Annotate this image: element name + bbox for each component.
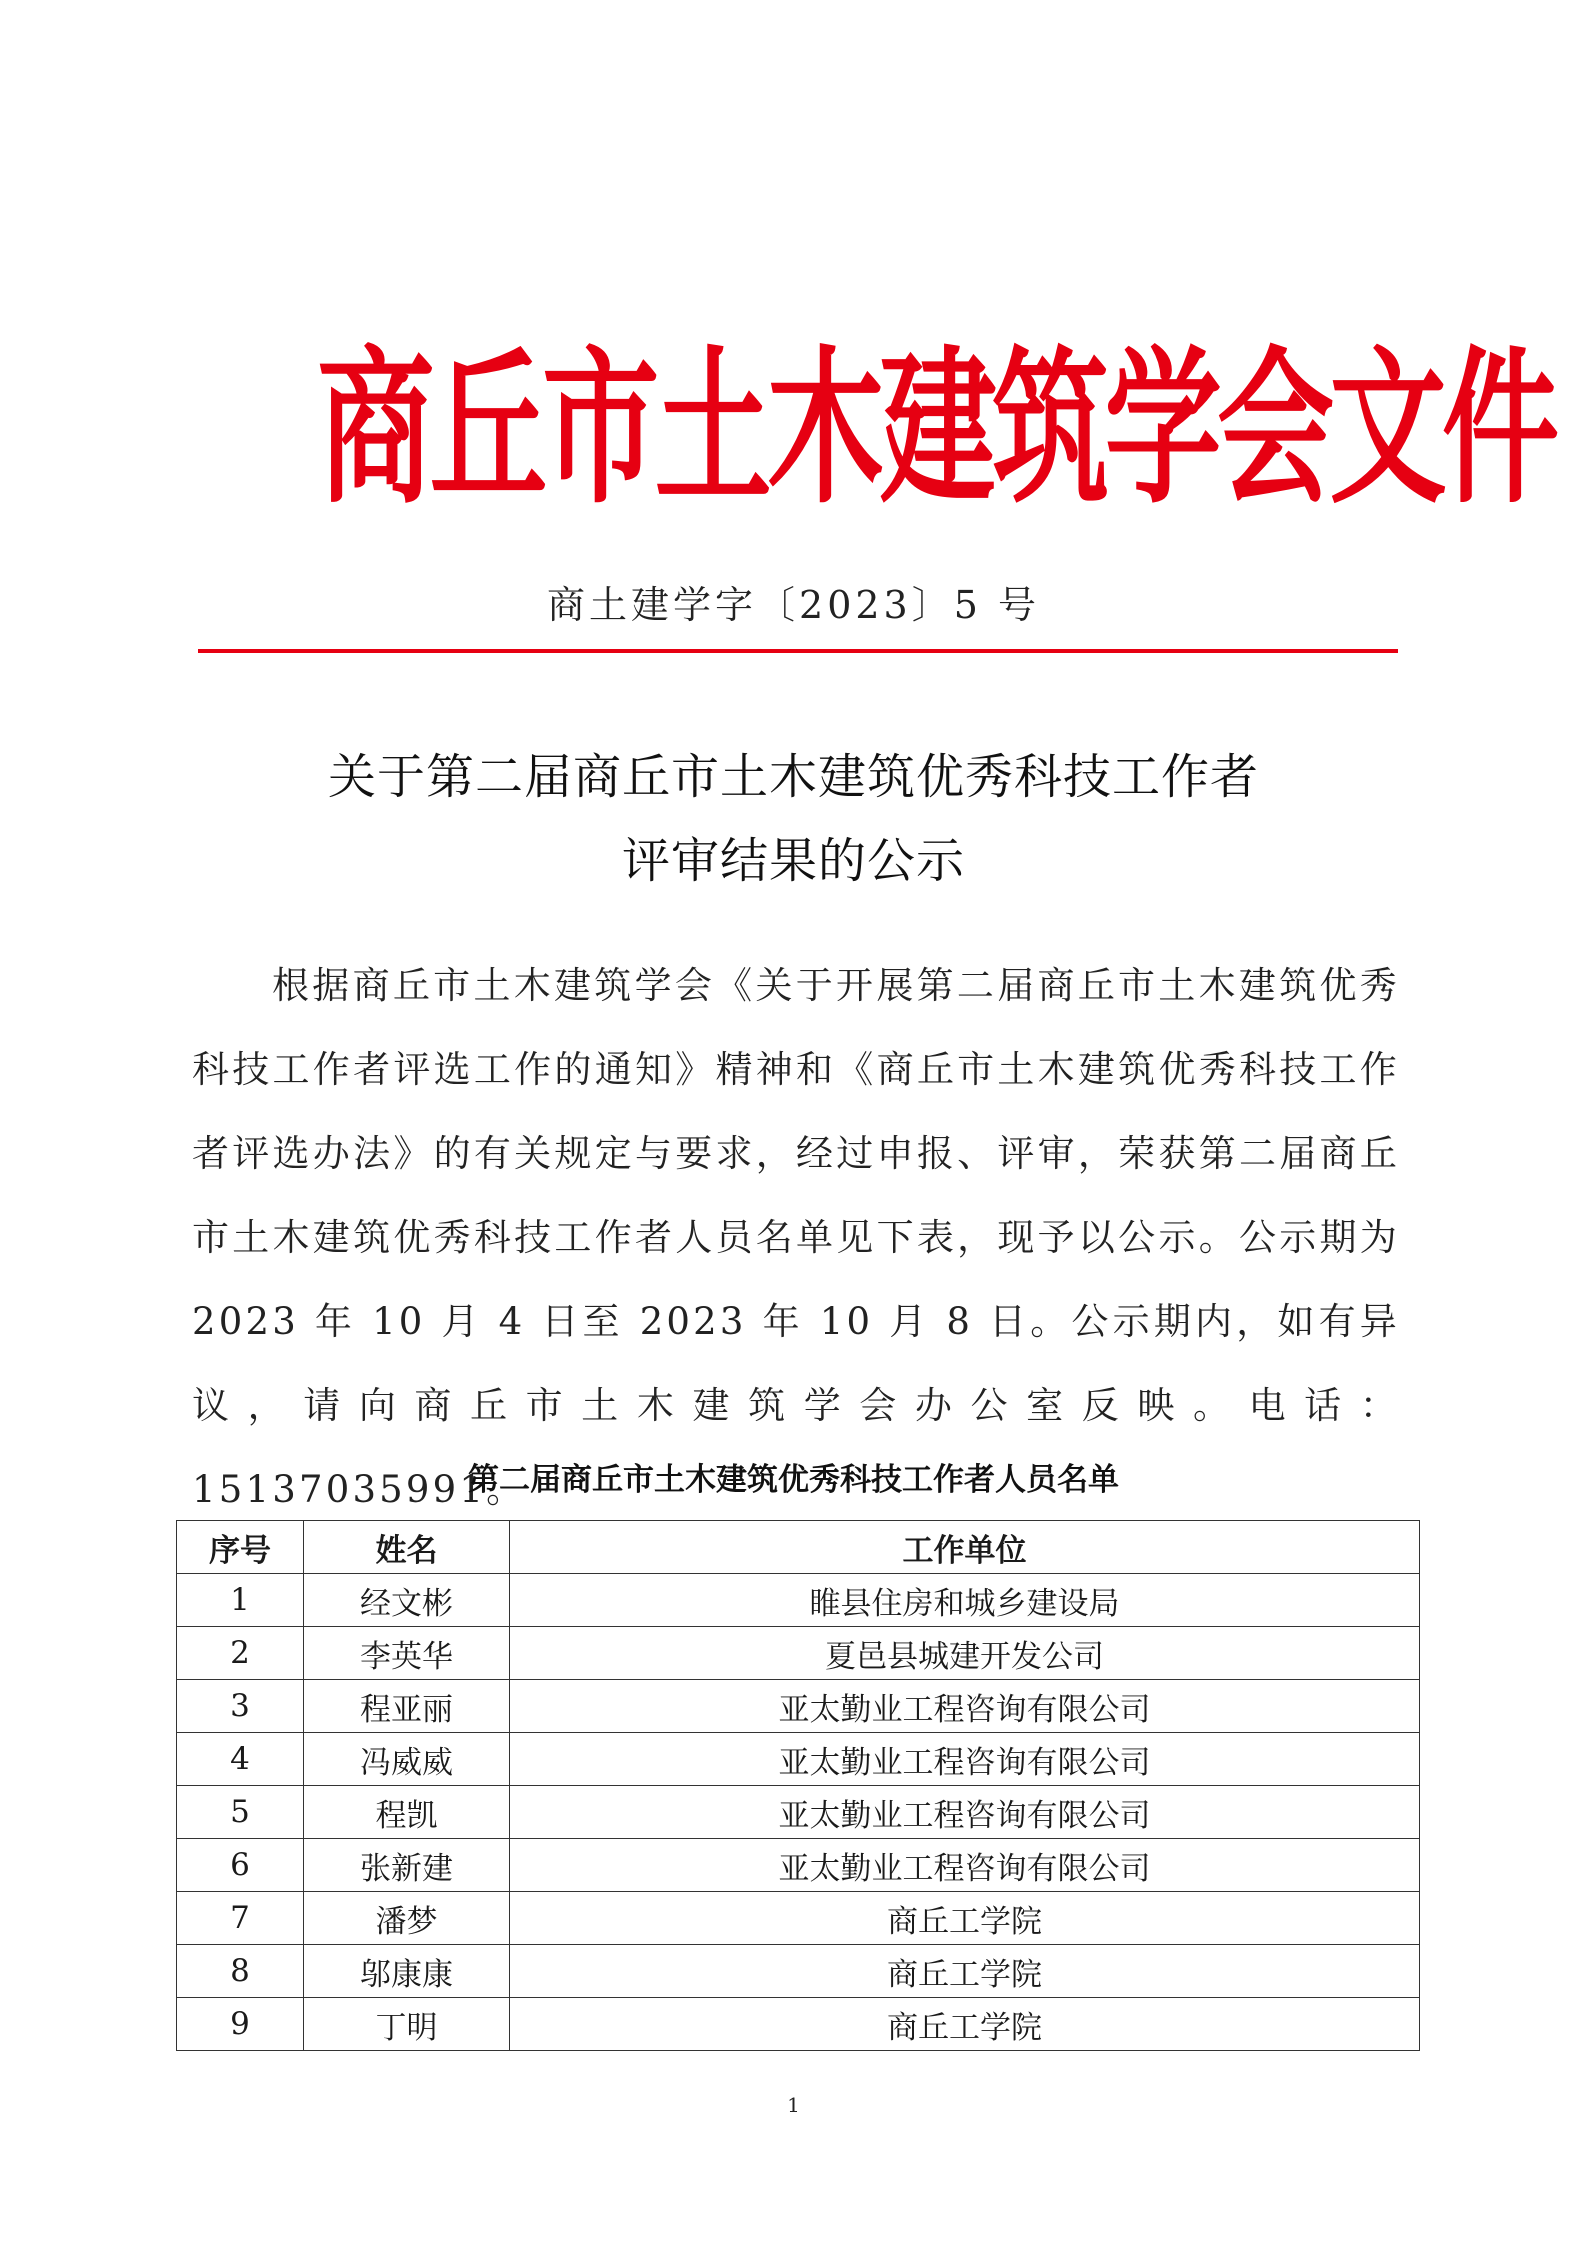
header-serial: 序号 bbox=[177, 1521, 304, 1574]
cell-work-unit: 睢县住房和城乡建设局 bbox=[510, 1574, 1420, 1627]
table-row bbox=[177, 1786, 1420, 1839]
notice-title-line-2: 评审结果的公示 bbox=[621, 833, 965, 889]
page-number: 1 bbox=[787, 2093, 800, 2117]
cell-work-unit: 亚太勤业工程咨询有限公司 bbox=[510, 1733, 1420, 1786]
cell-work-unit: 亚太勤业工程咨询有限公司 bbox=[510, 1839, 1420, 1892]
cell-name: 程凯 bbox=[304, 1786, 510, 1839]
cell-serial: 1 bbox=[177, 1574, 304, 1627]
cell-serial: 3 bbox=[177, 1680, 304, 1733]
cell-work-unit: 商丘工学院 bbox=[510, 1892, 1420, 1945]
table-row bbox=[177, 1945, 1420, 1998]
notice-title-line-1: 关于第二届商丘市土木建筑优秀科技工作者 bbox=[327, 749, 1259, 805]
table-header-row bbox=[177, 1521, 1420, 1574]
cell-name: 张新建 bbox=[304, 1839, 510, 1892]
notice-body: 根据商丘市土木建筑学会《关于开展第二届商丘市土木建筑优秀科技工作者评选工作的通知》精神和《商丘市土木建筑优秀科技工作者评选办法》的有关规定与要求，经过申报、评审，荣获第二届商丘市土木建筑优秀科技工作者人员名单见下表，现予以公示。公示期为 2023 年 10 月 4 日至 2023 年 10 月 8 日。公示期内，如有异议，请向商丘市土木建筑学会办公室反映。电话：15137035991。 bbox=[192, 964, 1400, 1511]
table-row bbox=[177, 1680, 1420, 1733]
table-row bbox=[177, 1892, 1420, 1945]
cell-name: 经文彬 bbox=[304, 1574, 510, 1627]
cell-work-unit: 夏邑县城建开发公司 bbox=[510, 1627, 1420, 1680]
cell-name: 潘梦 bbox=[304, 1892, 510, 1945]
masthead-title: 商丘市土木建筑学会文件 bbox=[317, 331, 1555, 527]
cell-work-unit: 商丘工学院 bbox=[510, 1945, 1420, 1998]
table-row bbox=[177, 1998, 1420, 2051]
table-caption: 第二届商丘市土木建筑优秀科技工作者人员名单 bbox=[468, 1462, 1119, 1498]
cell-serial: 5 bbox=[177, 1786, 304, 1839]
cell-serial: 7 bbox=[177, 1892, 304, 1945]
cell-serial: 6 bbox=[177, 1839, 304, 1892]
cell-work-unit: 亚太勤业工程咨询有限公司 bbox=[510, 1680, 1420, 1733]
cell-name: 冯威威 bbox=[304, 1733, 510, 1786]
table-row bbox=[177, 1574, 1420, 1627]
cell-serial: 2 bbox=[177, 1627, 304, 1680]
table-row bbox=[177, 1627, 1420, 1680]
header-name: 姓名 bbox=[304, 1521, 510, 1574]
table-row bbox=[177, 1733, 1420, 1786]
awardee-table bbox=[176, 1520, 1420, 2051]
cell-serial: 4 bbox=[177, 1733, 304, 1786]
cell-serial: 9 bbox=[177, 1998, 304, 2051]
cell-work-unit: 商丘工学院 bbox=[510, 1998, 1420, 2051]
cell-name: 李英华 bbox=[304, 1627, 510, 1680]
cell-work-unit: 亚太勤业工程咨询有限公司 bbox=[510, 1786, 1420, 1839]
red-divider-rule bbox=[198, 649, 1398, 653]
cell-name: 程亚丽 bbox=[304, 1680, 510, 1733]
table-row bbox=[177, 1839, 1420, 1892]
cell-serial: 8 bbox=[177, 1945, 304, 1998]
cell-name: 邬康康 bbox=[304, 1945, 510, 1998]
header-work-unit: 工作单位 bbox=[510, 1521, 1420, 1574]
document-number: 商土建学字〔2023〕5 号 bbox=[547, 583, 1040, 627]
cell-name: 丁明 bbox=[304, 1998, 510, 2051]
